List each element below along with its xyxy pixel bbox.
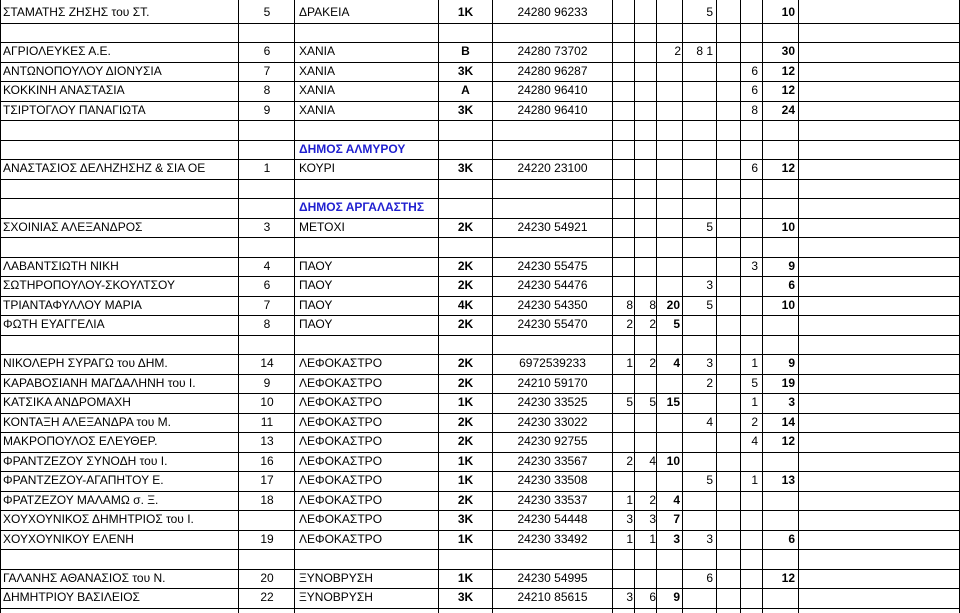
cell-d[interactable]: 4 [706,415,713,429]
cell-b[interactable]: 3 [649,512,656,526]
cell-phone[interactable]: 24230 33492 [517,532,588,546]
cell-num[interactable]: 17 [260,473,274,487]
cell-a[interactable] [613,159,633,178]
cell-f[interactable]: 12 [781,571,795,585]
table-row [0,432,960,451]
cell-phone[interactable]: 24280 73702 [517,44,588,58]
cell-name[interactable]: ΦΡΑΤΖΕΖΟΥ ΜΑΛΑΜΩ σ. Ξ. [3,493,159,507]
cell-code[interactable]: 3Κ [457,64,474,78]
cell-c[interactable] [658,62,680,81]
cell-num[interactable]: 13 [260,434,274,448]
section-header: ΔΗΜΟΣ ΑΛΜΥΡΟΥ [299,142,406,156]
cell-code[interactable]: 2Κ [457,220,474,234]
cell-code[interactable]: 2Κ [457,493,474,507]
cell-code[interactable]: 3Κ [457,512,474,526]
cell-a[interactable]: 1 [626,493,633,507]
cell-e[interactable] [737,315,758,334]
cell-code[interactable]: 1Κ [457,454,474,468]
table-row [0,3,960,22]
cell-e[interactable] [737,296,758,315]
cell-f[interactable]: 30 [781,44,795,58]
cell-b[interactable]: 2 [649,356,656,370]
cell-name[interactable]: ΚΑΡΑΒΟΣΙΑΝΗ ΜΑΓΔΑΛΗΝΗ του Ι. [3,376,196,390]
cell-f[interactable]: 12 [781,434,795,448]
cell-e[interactable]: 3 [751,259,758,273]
cell-name[interactable]: ΤΡΙΑΝΤΑΦΥΛΛΟΥ ΜΑΡΙΑ [3,298,142,312]
cell-c[interactable] [658,471,680,490]
cell-a[interactable] [613,432,633,451]
cell-e[interactable]: 6 [751,161,758,175]
cell-e[interactable]: 4 [751,434,758,448]
cell-f[interactable]: 19 [781,376,795,390]
cell-place[interactable]: ΧΑΝΙΑ [299,83,336,97]
cell-b[interactable] [636,432,656,451]
cell-b[interactable]: 4 [649,454,656,468]
cell-b[interactable] [636,569,656,588]
cell-place[interactable]: ΛΕΦΟΚΑΣΤΡΟ [299,512,383,526]
cell-d[interactable] [692,510,713,529]
cell-c[interactable]: 20 [666,298,680,312]
cell-name[interactable]: ΣΩΤΗΡΟΠΟΥΛΟΥ-ΣΚΟΥΛΤΣΟΥ [3,278,176,292]
cell-d[interactable] [692,257,713,276]
cell-code[interactable]: 1Κ [457,5,474,19]
table-row [0,276,960,295]
cell-phone[interactable]: 24230 55470 [517,317,588,331]
cell-a[interactable]: 1 [626,532,633,546]
cell-b[interactable] [636,3,656,22]
cell-b[interactable]: 8 [649,298,656,312]
cell-place[interactable]: ΧΑΝΙΑ [299,103,336,117]
table-row [0,374,960,393]
cell-c[interactable]: 15 [666,395,680,409]
cell-num[interactable]: 10 [260,395,274,409]
cell-place[interactable]: ΜΕΤΟΧΙ [299,220,345,234]
cell-a[interactable]: 1 [626,356,633,370]
table-row [0,42,960,61]
cell-b[interactable] [636,62,656,81]
cell-b[interactable]: 2 [649,493,656,507]
cell-name[interactable]: ΧΟΥΧΟΥΝΙΚΟΥ ΕΛΕΝΗ [3,532,134,546]
cell-b[interactable] [636,159,656,178]
cell-name[interactable]: ΧΟΥΧΟΥΝΙΚΟΣ ΔΗΜΗΤΡΙΟΣ του Ι. [3,512,194,526]
cell-f[interactable]: 10 [781,5,795,19]
cell-c[interactable] [658,432,680,451]
cell-e[interactable]: 1 [751,395,758,409]
cell-a[interactable] [613,276,633,295]
cell-a[interactable] [613,218,633,237]
cell-a[interactable] [613,62,633,81]
cell-place[interactable]: ΧΑΝΙΑ [299,64,336,78]
cell-c[interactable] [658,413,680,432]
cell-a[interactable] [613,3,633,22]
table-row [0,81,960,100]
cell-d[interactable]: 5 [706,220,713,234]
cell-name[interactable]: ΚΑΤΣΙΚΑ ΑΝΔΡΟΜΑΧΗ [3,395,131,409]
cell-f[interactable] [770,510,795,529]
cell-place[interactable]: ΛΕΦΟΚΑΣΤΡΟ [299,434,383,448]
cell-num[interactable]: 14 [260,356,274,370]
cell-name[interactable]: ΤΣΙΡΤΟΓΛΟΥ ΠΑΝΑΓΙΩΤΑ [3,103,146,117]
cell-num[interactable]: 16 [260,454,274,468]
cell-a[interactable] [613,569,633,588]
cell-phone[interactable]: 24220 23100 [517,161,588,175]
table-row [0,296,960,315]
cell-b[interactable] [636,42,656,61]
table-row [0,588,960,607]
cell-b[interactable]: 1 [649,532,656,546]
cell-f[interactable]: 10 [781,220,795,234]
cell-num[interactable]: 9 [263,376,271,390]
cell-name[interactable]: ΑΝΤΩΝΟΠΟΥΛΟΥ ΔΙΟΝΥΣΙΑ [3,64,162,78]
cell-name[interactable]: ΝΙΚΟΛΕΡΗ ΣΥΡΑΓΩ του ΔΗΜ. [3,356,168,370]
cell-f[interactable] [770,588,795,607]
cell-f[interactable]: 24 [781,103,795,117]
cell-a[interactable]: 3 [626,512,633,526]
cell-e[interactable] [737,491,758,510]
cell-c[interactable] [658,218,680,237]
blank-row [0,23,960,42]
cell-f[interactable]: 9 [788,356,795,370]
section-header: ΔΗΜΟΣ ΑΡΓΑΛΑΣΤΗΣ [299,200,425,214]
grid-row-line [0,608,960,609]
cell-f[interactable]: 14 [781,415,795,429]
table-row [0,491,960,510]
cell-c[interactable] [658,257,680,276]
table-row [0,62,960,81]
cell-name[interactable]: ΣΧΟΙΝΙΑΣ ΑΛΕΞΑΝΔΡΟΣ [3,220,143,234]
cell-d[interactable] [692,159,713,178]
cell-code[interactable]: 4Κ [457,298,474,312]
cell-e[interactable] [737,218,758,237]
cell-a[interactable]: 2 [626,317,633,331]
cell-e[interactable] [737,510,758,529]
cell-b[interactable] [636,374,656,393]
blank-row [0,179,960,198]
blank-row [0,120,960,139]
cell-place[interactable]: ΛΕΦΟΚΑΣΤΡΟ [299,473,383,487]
cell-phone[interactable]: 24230 54476 [517,278,588,292]
cell-c[interactable]: 10 [666,454,680,468]
cell-place[interactable]: ΞΥΝΟΒΡΥΣΗ [299,590,373,604]
cell-num[interactable] [241,510,293,529]
cell-name[interactable]: ΦΡΑΝΤΖΕΖΟΥ-ΑΓΑΠΗΤΟΥ Ε. [3,473,164,487]
cell-code[interactable]: 2Κ [457,434,474,448]
table-row [0,452,960,471]
cell-d[interactable]: 5 [706,5,713,19]
cell-phone[interactable]: 24280 96410 [517,103,588,117]
cell-b[interactable] [636,101,656,120]
cell-phone[interactable]: 24210 85615 [517,590,588,604]
cell-phone[interactable]: 24230 54448 [517,512,588,526]
cell-code[interactable]: 2Κ [457,376,474,390]
cell-code[interactable]: 2Κ [457,356,474,370]
table-row [0,354,960,373]
cell-place[interactable]: ΛΕΦΟΚΑΣΤΡΟ [299,454,383,468]
cell-e[interactable] [737,569,758,588]
cell-d[interactable] [692,432,713,451]
cell-c[interactable] [658,569,680,588]
cell-code[interactable]: 1Κ [457,532,474,546]
table-row [0,257,960,276]
cell-code[interactable]: 2Κ [457,278,474,292]
cell-e[interactable] [737,452,758,471]
cell-a[interactable] [613,471,633,490]
cell-c[interactable]: 3 [673,532,680,546]
cell-f[interactable]: 10 [781,298,795,312]
cell-num[interactable]: 8 [263,317,271,331]
cell-phone[interactable]: 24230 33537 [517,493,588,507]
cell-phone[interactable]: 24230 55475 [517,259,588,273]
cell-d[interactable] [692,101,713,120]
cell-d[interactable]: 3 [706,356,713,370]
cell-f[interactable]: 12 [781,161,795,175]
cell-phone[interactable]: 24230 54350 [517,298,588,312]
cell-phone[interactable]: 24280 96410 [517,83,588,97]
cell-num[interactable]: 18 [260,493,274,507]
cell-num[interactable]: 1 [263,161,271,175]
cell-c[interactable]: 4 [673,493,680,507]
cell-d[interactable] [692,491,713,510]
cell-e[interactable]: 5 [751,376,758,390]
cell-e[interactable] [737,3,758,22]
cell-f[interactable]: 6 [788,532,795,546]
cell-num[interactable]: 22 [260,590,274,604]
cell-num[interactable]: 6 [263,44,271,58]
cell-num[interactable]: 6 [263,278,271,292]
cell-e[interactable]: 6 [751,64,758,78]
cell-e[interactable]: 2 [751,415,758,429]
cell-f[interactable]: 12 [781,64,795,78]
cell-phone[interactable]: 24210 59170 [517,376,588,390]
cell-b[interactable] [636,218,656,237]
cell-place[interactable]: ΛΕΦΟΚΑΣΤΡΟ [299,356,383,370]
cell-d[interactable] [692,393,713,412]
cell-c[interactable] [658,159,680,178]
cell-d[interactable]: 5 [706,473,713,487]
cell-a[interactable]: 3 [626,590,633,604]
cell-a[interactable] [613,257,633,276]
cell-place[interactable]: ΠΑΟΥ [299,259,333,273]
cell-d[interactable] [692,62,713,81]
cell-c[interactable] [658,101,680,120]
table-row [0,413,960,432]
cell-name[interactable]: ΣΤΑΜΑΤΗΣ ΖΗΣΗΣ του ΣΤ. [3,5,150,19]
cell-a[interactable] [613,81,633,100]
cell-a[interactable]: 8 [626,298,633,312]
cell-d[interactable] [692,452,713,471]
cell-e[interactable]: 8 [751,103,758,117]
cell-phone[interactable]: 6972539233 [519,356,586,370]
cell-num[interactable]: 7 [263,298,271,312]
cell-c[interactable]: 7 [673,512,680,526]
cell-c[interactable] [658,3,680,22]
cell-e[interactable] [737,276,758,295]
cell-c[interactable] [658,374,680,393]
cell-phone[interactable]: 24230 54921 [517,220,588,234]
cell-e[interactable]: 1 [751,473,758,487]
cell-code[interactable]: Α [461,83,470,97]
cell-b[interactable]: 6 [649,590,656,604]
cell-phone[interactable]: 24230 54995 [517,571,588,585]
cell-name[interactable]: ΑΝΑΣΤΑΣΙΟΣ ΔΕΛΗΖΗΣΗΖ & ΣΙΑ ΟΕ [3,161,206,175]
cell-e[interactable] [737,588,758,607]
cell-code[interactable]: 1Κ [457,395,474,409]
cell-name[interactable]: ΚΟΚΚΙΝΗ ΑΝΑΣΤΑΣΙΑ [3,83,125,97]
cell-f[interactable] [770,452,795,471]
cell-name[interactable]: ΛΑΒΑΝΤΣΙΩΤΗ ΝΙΚΗ [3,259,119,273]
cell-b[interactable] [636,276,656,295]
cell-num[interactable]: 3 [263,220,271,234]
table-row [0,510,960,529]
cell-a[interactable] [613,374,633,393]
cell-b[interactable] [636,257,656,276]
cell-name[interactable]: ΓΑΛΑΝΗΣ ΑΘΑΝΑΣΙΟΣ του Ν. [3,571,166,585]
cell-num[interactable]: 11 [260,415,274,429]
cell-a[interactable] [613,42,633,61]
cell-f[interactable]: 9 [788,259,795,273]
cell-num[interactable]: 8 [263,83,271,97]
cell-num[interactable]: 4 [263,259,271,273]
cell-d[interactable] [692,588,713,607]
cell-d[interactable]: 2 [674,44,681,58]
cell-code[interactable]: 1Κ [457,473,474,487]
cell-d[interactable] [692,315,713,334]
cell-place[interactable]: ΔΡΑΚΕΙΑ [299,5,350,19]
cell-num[interactable]: 20 [260,571,274,585]
cell-num[interactable]: 9 [263,103,271,117]
cell-f[interactable] [770,315,795,334]
table-row [0,101,960,120]
cell-code[interactable]: 2Κ [457,317,474,331]
cell-c[interactable]: 5 [673,317,680,331]
cell-d[interactable]: 5 [706,298,713,312]
table-row [0,159,960,178]
cell-place[interactable]: ΠΑΟΥ [299,278,333,292]
table-row [0,471,960,490]
cell-name[interactable]: ΔΗΜΗΤΡΙΟΥ ΒΑΣΙΛΕΙΟΣ [3,590,140,604]
table-row [0,393,960,412]
cell-place[interactable]: ΚΟΥΡΙ [299,161,335,175]
cell-phone[interactable]: 24280 96287 [517,64,588,78]
cell-phone[interactable]: 24230 33508 [517,473,588,487]
cell-c[interactable] [658,81,680,100]
cell-b[interactable] [636,471,656,490]
cell-code[interactable]: 2Κ [457,259,474,273]
cell-d[interactable]: 3 [706,532,713,546]
cell-place[interactable]: ΛΕΦΟΚΑΣΤΡΟ [299,493,383,507]
cell-place[interactable]: ΞΥΝΟΒΡΥΣΗ [299,571,373,585]
cell-name[interactable]: ΜΑΚΡΟΠΟΥΛΟΣ ΕΛΕΥΘΕΡ. [3,434,158,448]
cell-f[interactable] [770,491,795,510]
cell-place[interactable]: ΠΑΟΥ [299,317,333,331]
cell-phone[interactable]: 24230 33567 [517,454,588,468]
cell-phone[interactable]: 24230 33022 [517,415,588,429]
cell-f[interactable]: 13 [781,473,795,487]
table-row [0,530,960,549]
cell-code[interactable]: 3Κ [457,590,474,604]
cell-b[interactable]: 5 [649,395,656,409]
cell-place[interactable]: ΠΑΟΥ [299,298,333,312]
blank-row [0,237,960,256]
cell-code[interactable]: 3Κ [457,103,474,117]
cell-e[interactable]: 8 [696,44,703,58]
cell-e2[interactable]: 1 [706,44,713,58]
cell-f[interactable]: 3 [788,395,795,409]
cell-f[interactable]: 6 [788,278,795,292]
cell-name[interactable]: ΑΓΡΙΟΛΕΥΚΕΣ Α.Ε. [3,44,111,58]
cell-a[interactable]: 5 [626,395,633,409]
cell-d[interactable]: 2 [706,376,713,390]
cell-a[interactable] [613,101,633,120]
cell-b[interactable]: 2 [649,317,656,331]
cell-place[interactable]: ΧΑΝΙΑ [299,44,336,58]
cell-place[interactable]: ΛΕΦΟΚΑΣΤΡΟ [299,532,383,546]
cell-name[interactable]: ΦΩΤΗ ΕΥΑΓΓΕΛΙΑ [3,317,105,331]
cell-a[interactable]: 2 [626,454,633,468]
cell-name[interactable]: ΚΟΝΤΑΞΗ ΑΛΕΞΑΝΔΡΑ του Μ. [3,415,171,429]
cell-num[interactable]: 5 [263,5,271,19]
cell-c[interactable]: 4 [673,356,680,370]
cell-phone[interactable]: 24230 92755 [517,434,588,448]
blank-row [0,549,960,568]
cell-e[interactable] [737,530,758,549]
cell-b[interactable] [636,81,656,100]
cell-place[interactable]: ΛΕΦΟΚΑΣΤΡΟ [299,395,383,409]
cell-a[interactable] [613,413,633,432]
cell-code[interactable]: 3Κ [457,161,474,175]
grid-row-line [0,198,960,199]
cell-code[interactable]: Β [461,44,470,58]
blank-row [0,335,960,354]
cell-place[interactable]: ΛΕΦΟΚΑΣΤΡΟ [299,415,383,429]
cell-code[interactable]: 1Κ [457,571,474,585]
cell-place[interactable]: ΛΕΦΟΚΑΣΤΡΟ [299,376,383,390]
grid-row-line [0,140,960,141]
cell-c[interactable] [658,276,680,295]
cell-phone[interactable]: 24280 96233 [517,5,588,19]
cell-num[interactable]: 7 [263,64,271,78]
table-row [0,315,960,334]
cell-d[interactable]: 6 [706,571,713,585]
table-row [0,218,960,237]
cell-code[interactable]: 2Κ [457,415,474,429]
cell-d[interactable] [692,81,713,100]
cell-num[interactable]: 19 [260,532,274,546]
cell-b[interactable] [636,413,656,432]
cell-e[interactable]: 6 [751,83,758,97]
cell-e[interactable]: 1 [751,356,758,370]
cell-d[interactable]: 3 [706,278,713,292]
cell-phone[interactable]: 24230 33525 [517,395,588,409]
cell-c[interactable]: 9 [673,590,680,604]
cell-name[interactable]: ΦΡΑΝΤΖΕΖΟΥ ΣΥΝΟΔΗ του Ι. [3,454,168,468]
cell-f[interactable]: 12 [781,83,795,97]
table-row [0,569,960,588]
